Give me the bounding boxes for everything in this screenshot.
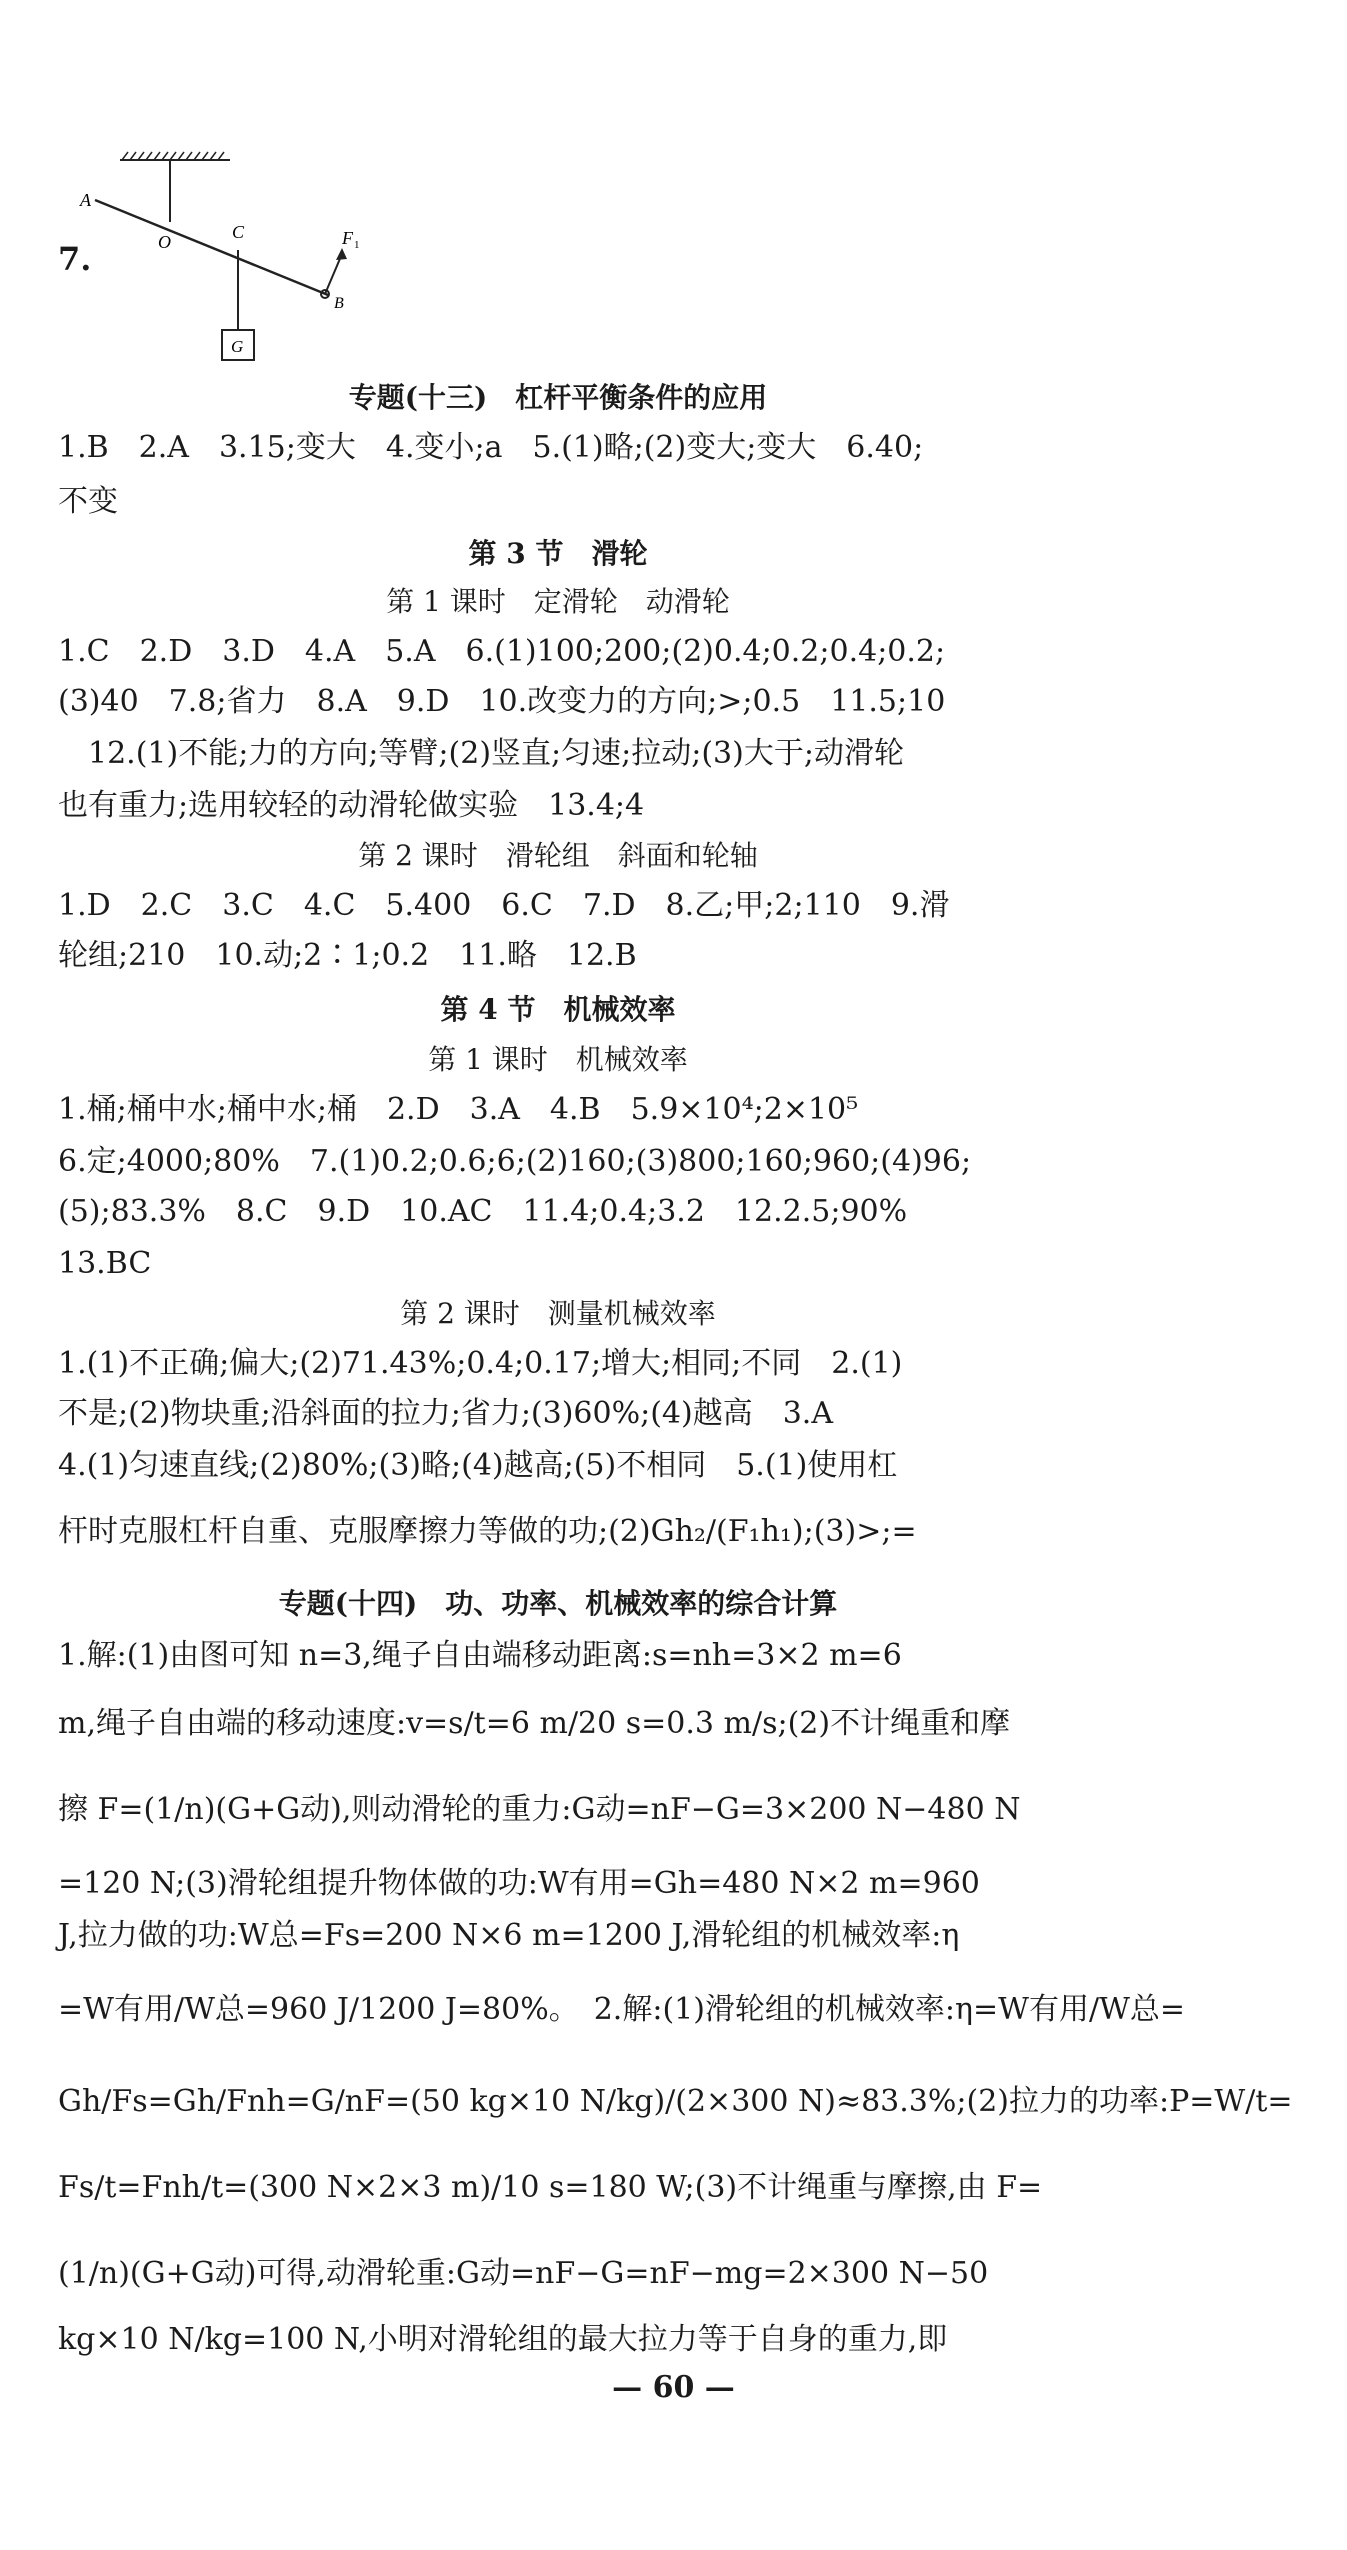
text-line: Gh/Fs=Gh/Fnh=G/nF=(50 kg×10 N/kg)/(2×300 N)≈83.3%;(2)拉力的功率:P=W/t=: [58, 2084, 1293, 2119]
text-line: kg×10 N/kg=100 N,小明对滑轮组的最大拉力等于自身的重力,即: [58, 2322, 948, 2357]
text-line: 不是;(2)物块重;沿斜面的拉力;省力;(3)60%;(4)越高 3.A: [58, 1396, 833, 1431]
section-4-heading: 第 4 节 机械效率: [440, 993, 676, 1026]
text-line: J,拉力做的功:W总=Fs=200 N×6 m=1200 J,滑轮组的机械效率:η: [58, 1918, 960, 1953]
lesson-heading: 第 1 课时 定滑轮 动滑轮: [386, 585, 730, 618]
force-arrow-head: [336, 248, 347, 260]
text-line: 轮组;210 10.动;2∶1;0.2 11.略 12.B: [58, 938, 637, 973]
text-line: =120 N;(3)滑轮组提升物体做的功:W有用=Gh=480 N×2 m=960: [58, 1866, 980, 1901]
question-7-label: 7.: [58, 240, 92, 278]
label-g: G: [231, 337, 244, 356]
lever-bar: [95, 200, 328, 295]
label-b: B: [334, 295, 344, 312]
text-line: 杆时克服杠杆自重、克服摩擦力等做的功;(2)Gh₂/(F₁h₁);(3)>;=: [58, 1514, 917, 1549]
lever-diagram: [50, 140, 380, 380]
label-o: O: [158, 232, 171, 252]
text-line: (3)40 7.8;省力 8.A 9.D 10.改变力的方向;>;0.5 11.5;10: [58, 684, 946, 719]
text-line: 1.B 2.A 3.15;变大 4.变小;a 5.(1)略;(2)变大;变大 6.40;: [58, 430, 924, 465]
text-line: 12.(1)不能;力的方向;等臂;(2)竖直;匀速;拉动;(3)大于;动滑轮: [58, 736, 904, 771]
label-a: A: [80, 190, 91, 210]
text-line: 不变: [58, 484, 118, 519]
text-line: Fs/t=Fnh/t=(300 N×2×3 m)/10 s=180 W;(3)不计绳重与摩擦,由 F=: [58, 2170, 1043, 2205]
lesson-heading: 第 2 课时 滑轮组 斜面和轮轴: [358, 839, 758, 872]
label-f: F: [342, 228, 353, 248]
lesson-heading: 第 1 课时 机械效率: [428, 1043, 688, 1076]
text-line: 1.解:(1)由图可知 n=3,绳子自由端移动距离:s=nh=3×2 m=6: [58, 1638, 902, 1673]
text-line: 4.(1)匀速直线;(2)80%;(3)略;(4)越高;(5)不相同 5.(1)使用杠: [58, 1448, 898, 1483]
lesson-heading: 第 2 课时 测量机械效率: [400, 1297, 716, 1330]
label-f-sub: 1: [354, 239, 360, 251]
text-line: (1/n)(G+G动)可得,动滑轮重:G动=nF−G=nF−mg=2×300 N−50: [58, 2256, 989, 2291]
text-line: 1.C 2.D 3.D 4.A 5.A 6.(1)100;200;(2)0.4;0.2;0.4;0.2;: [58, 634, 946, 669]
text-line: 1.(1)不正确;偏大;(2)71.43%;0.4;0.17;增大;相同;不同 2.(1): [58, 1346, 903, 1381]
text-line: =W有用/W总=960 J/1200 J=80%。 2.解:(1)滑轮组的机械效率:η=W有用/W总=: [58, 1992, 1186, 2027]
label-c: C: [232, 222, 245, 242]
text-line: 1.D 2.C 3.C 4.C 5.400 6.C 7.D 8.乙;甲;2;110 9.滑: [58, 888, 950, 923]
text-line: (5);83.3% 8.C 9.D 10.AC 11.4;0.4;3.2 12.2.5;90%: [58, 1194, 908, 1229]
ceiling-hatch: [122, 152, 224, 160]
force-arrow-shaft: [325, 254, 342, 294]
topic-14-heading: 专题(十四) 功、功率、机械效率的综合计算: [278, 1587, 838, 1620]
text-line: m,绳子自由端的移动速度:v=s/t=6 m/20 s=0.3 m/s;(2)不计绳重和摩: [58, 1706, 1011, 1741]
text-line: 也有重力;选用较轻的动滑轮做实验 13.4;4: [58, 788, 645, 823]
section-3-heading: 第 3 节 滑轮: [468, 537, 648, 570]
topic-13-heading: 专题(十三) 杠杆平衡条件的应用: [348, 381, 768, 414]
text-line: 擦 F=(1/n)(G+G动),则动滑轮的重力:G动=nF−G=3×200 N−480 N: [58, 1792, 1021, 1827]
page-number: — 60 —: [612, 2370, 735, 2405]
text-line: 6.定;4000;80% 7.(1)0.2;0.6;6;(2)160;(3)800;160;960;(4)96;: [58, 1144, 972, 1179]
text-line: 13.BC: [58, 1246, 152, 1281]
text-line: 1.桶;桶中水;桶中水;桶 2.D 3.A 4.B 5.9×10⁴;2×10⁵: [58, 1092, 859, 1127]
